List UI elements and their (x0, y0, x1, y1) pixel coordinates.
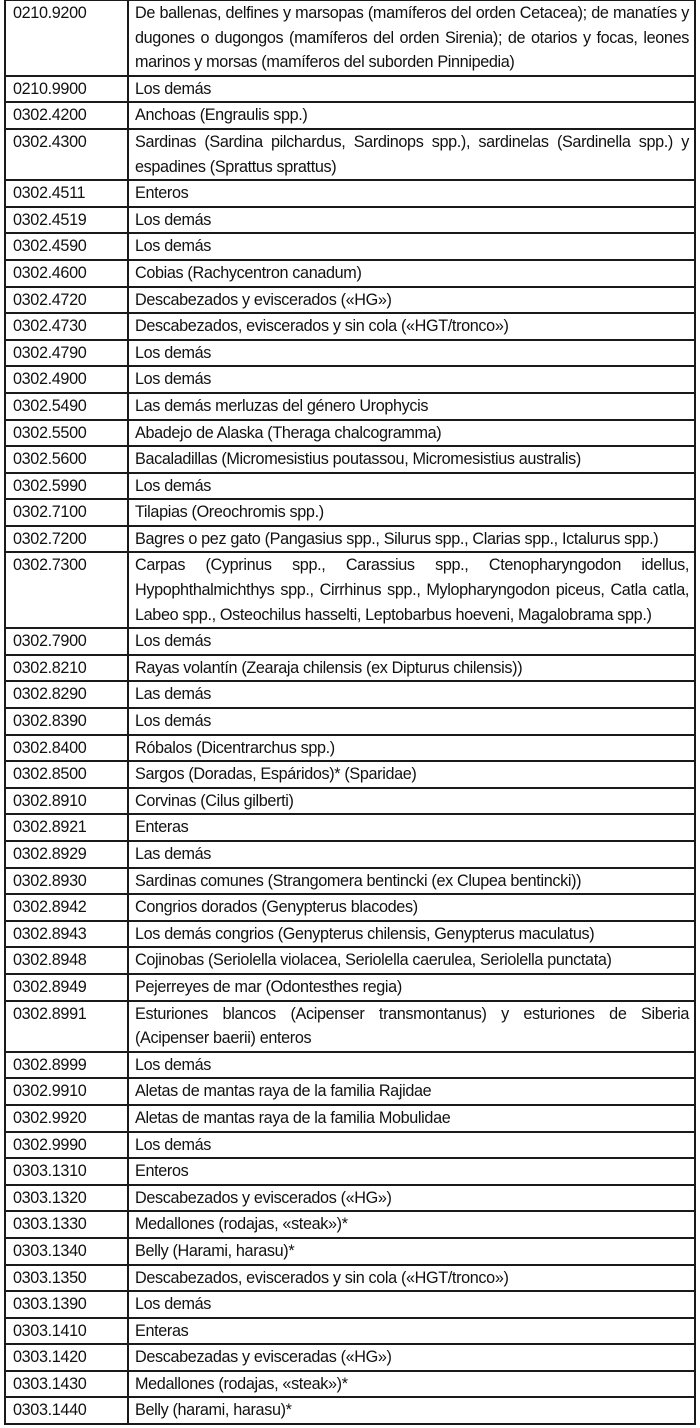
table-row (5, 868, 695, 895)
tariff-code: 0303.1350 (5, 1265, 128, 1292)
table-row (5, 180, 695, 207)
tariff-description: Belly (harami, harasu)* (128, 1397, 695, 1424)
table-row (5, 1001, 695, 1052)
tariff-code: 0302.4720 (5, 287, 128, 314)
table-row (5, 947, 695, 974)
table-row (5, 921, 695, 948)
table-row (5, 655, 695, 682)
tariff-description: Congrios dorados (Genypterus blacodes) (128, 894, 695, 921)
tariff-description: Las demás (128, 841, 695, 868)
tariff-code: 0303.1430 (5, 1371, 128, 1398)
tariff-code: 0302.5600 (5, 446, 128, 473)
table-row (5, 473, 695, 500)
tariff-code: 0302.9990 (5, 1132, 128, 1159)
tariff-table-body (5, 0, 695, 1424)
tariff-code: 0302.9910 (5, 1078, 128, 1105)
table-row (5, 1291, 695, 1318)
tariff-description: Las demás merluzas del género Urophycis (128, 393, 695, 420)
table-row (5, 1238, 695, 1265)
table-row (5, 1105, 695, 1132)
table-row (5, 340, 695, 367)
tariff-code: 0303.1340 (5, 1238, 128, 1265)
tariff-description: Los demás (128, 340, 695, 367)
tariff-code: 0302.8390 (5, 708, 128, 735)
table-row (5, 681, 695, 708)
table-row (5, 735, 695, 762)
tariff-code: 0303.1440 (5, 1397, 128, 1424)
table-row (5, 1211, 695, 1238)
tariff-code: 0303.1320 (5, 1185, 128, 1212)
tariff-code: 0303.1420 (5, 1344, 128, 1371)
tariff-description: Medallones (rodajas, «steak»)* (128, 1211, 695, 1238)
table-row (5, 628, 695, 655)
tariff-description: Corvinas (Cilus gilberti) (128, 788, 695, 815)
tariff-description: Belly (Harami, harasu)* (128, 1238, 695, 1265)
tariff-code: 0303.1310 (5, 1158, 128, 1185)
tariff-code: 0302.4300 (5, 129, 128, 180)
tariff-description: Bagres o pez gato (Pangasius spp., Silurus spp., Clarias spp., Ictalurus spp.) (128, 526, 695, 553)
table-row (5, 708, 695, 735)
tariff-code: 0302.8991 (5, 1001, 128, 1052)
tariff-description: Las demás (128, 681, 695, 708)
table-row (5, 233, 695, 260)
tariff-description: Los demás (128, 366, 695, 393)
tariff-description: Abadejo de Alaska (Theraga chalcogramma) (128, 420, 695, 447)
tariff-description: Enteros (128, 1158, 695, 1185)
table-row (5, 974, 695, 1001)
tariff-code: 0210.9200 (5, 0, 128, 76)
table-row (5, 1132, 695, 1159)
table-row (5, 0, 695, 76)
table-row (5, 76, 695, 103)
tariff-code: 0302.7900 (5, 628, 128, 655)
tariff-description: Los demás (128, 708, 695, 735)
tariff-description: Enteras (128, 1318, 695, 1345)
table-row (5, 446, 695, 473)
tariff-description: Descabezadas y evisceradas («HG») (128, 1344, 695, 1371)
table-row (5, 1052, 695, 1079)
table-row (5, 393, 695, 420)
tariff-description: Aletas de mantas raya de la familia Mobulidae (128, 1105, 695, 1132)
tariff-description: Descabezados y eviscerados («HG») (128, 1185, 695, 1212)
tariff-description: De ballenas, delfines y marsopas (mamíferos del orden Cetacea); de manatíes y dugones o dugongos (mamíferos del orden Sirenia); de otarios y focas, leones marinos y morsas (mamíferos del suborden Pinnipedia) (128, 0, 695, 76)
tariff-description: Sardinas comunes (Strangomera bentincki (ex Clupea bentincki)) (128, 868, 695, 895)
tariff-description: Esturiones blancos (Acipenser transmontanus) y esturiones de Siberia (Acipenser baerii) enteros (128, 1001, 695, 1052)
tariff-code: 0302.9920 (5, 1105, 128, 1132)
tariff-code: 0302.7100 (5, 499, 128, 526)
tariff-description: Los demás congrios (Genypterus chilensis, Genypterus maculatus) (128, 921, 695, 948)
tariff-code: 0302.8999 (5, 1052, 128, 1079)
tariff-code: 0302.7200 (5, 526, 128, 553)
tariff-code: 0302.8942 (5, 894, 128, 921)
tariff-description: Carpas (Cyprinus spp., Carassius spp., Ctenopharyngodon idellus, Hypophthalmichthys spp., Cirrhinus spp., Mylopharyngodon piceus, Catla catla, Labeo spp., Osteochilus hasselti, Leptobarbus hoeveni, Magalobrama spp.) (128, 552, 695, 628)
table-row (5, 366, 695, 393)
tariff-code: 0302.5990 (5, 473, 128, 500)
table-row (5, 207, 695, 234)
tariff-code: 0302.4790 (5, 340, 128, 367)
tariff-code: 0303.1390 (5, 1291, 128, 1318)
tariff-code: 0302.4600 (5, 260, 128, 287)
tariff-description: Enteras (128, 814, 695, 841)
table-row (5, 1318, 695, 1345)
tariff-code: 0302.4200 (5, 102, 128, 129)
tariff-code: 0302.4590 (5, 233, 128, 260)
table-row (5, 420, 695, 447)
table-row (5, 1265, 695, 1292)
tariff-code: 0210.9900 (5, 76, 128, 103)
table-row (5, 788, 695, 815)
tariff-description: Enteros (128, 180, 695, 207)
tariff-code: 0303.1330 (5, 1211, 128, 1238)
table-row (5, 1344, 695, 1371)
tariff-description: Tilapias (Oreochromis spp.) (128, 499, 695, 526)
tariff-code: 0302.4511 (5, 180, 128, 207)
table-row (5, 102, 695, 129)
table-row (5, 841, 695, 868)
table-row (5, 499, 695, 526)
tariff-table (4, 0, 696, 1425)
tariff-description: Los demás (128, 207, 695, 234)
tariff-code: 0302.8943 (5, 921, 128, 948)
tariff-code: 0302.8930 (5, 868, 128, 895)
tariff-description: Sargos (Doradas, Espáridos)* (Sparidae) (128, 761, 695, 788)
tariff-code: 0302.8290 (5, 681, 128, 708)
tariff-description: Los demás (128, 628, 695, 655)
table-row (5, 894, 695, 921)
table-row (5, 1397, 695, 1424)
tariff-description: Bacaladillas (Micromesistius poutassou, Micromesistius australis) (128, 446, 695, 473)
tariff-code: 0302.8500 (5, 761, 128, 788)
tariff-description: Los demás (128, 76, 695, 103)
tariff-description: Los demás (128, 1291, 695, 1318)
table-row (5, 287, 695, 314)
tariff-code: 0302.8400 (5, 735, 128, 762)
tariff-description: Rayas volantín (Zearaja chilensis (ex Dipturus chilensis)) (128, 655, 695, 682)
tariff-code: 0303.1410 (5, 1318, 128, 1345)
tariff-code: 0302.8210 (5, 655, 128, 682)
tariff-description: Descabezados y eviscerados («HG») (128, 287, 695, 314)
tariff-description: Róbalos (Dicentrarchus spp.) (128, 735, 695, 762)
tariff-code: 0302.5500 (5, 420, 128, 447)
tariff-description: Descabezados, eviscerados y sin cola («HGT/tronco») (128, 1265, 695, 1292)
tariff-description: Cojinobas (Seriolella violacea, Seriolella caerulea, Seriolella punctata) (128, 947, 695, 974)
table-row (5, 1158, 695, 1185)
tariff-description: Anchoas (Engraulis spp.) (128, 102, 695, 129)
table-row (5, 526, 695, 553)
tariff-code: 0302.8948 (5, 947, 128, 974)
tariff-code: 0302.5490 (5, 393, 128, 420)
tariff-code: 0302.4519 (5, 207, 128, 234)
tariff-description: Los demás (128, 233, 695, 260)
tariff-description: Los demás (128, 1052, 695, 1079)
tariff-description: Sardinas (Sardina pilchardus, Sardinops spp.), sardinelas (Sardinella spp.) y espadines (Sprattus sprattus) (128, 129, 695, 180)
table-row (5, 814, 695, 841)
tariff-description: Descabezados, eviscerados y sin cola («HGT/tronco») (128, 313, 695, 340)
tariff-description: Pejerreyes de mar (Odontesthes regia) (128, 974, 695, 1001)
table-row (5, 761, 695, 788)
tariff-code: 0302.7300 (5, 552, 128, 628)
tariff-code: 0302.8921 (5, 814, 128, 841)
table-row (5, 1185, 695, 1212)
tariff-code: 0302.4730 (5, 313, 128, 340)
tariff-code: 0302.8910 (5, 788, 128, 815)
table-row (5, 1371, 695, 1398)
tariff-code: 0302.8949 (5, 974, 128, 1001)
table-row (5, 129, 695, 180)
table-row (5, 552, 695, 628)
tariff-description: Los demás (128, 473, 695, 500)
tariff-description: Cobias (Rachycentron canadum) (128, 260, 695, 287)
table-row (5, 1078, 695, 1105)
table-row (5, 260, 695, 287)
table-row (5, 313, 695, 340)
tariff-description: Los demás (128, 1132, 695, 1159)
tariff-code: 0302.8929 (5, 841, 128, 868)
tariff-description: Aletas de mantas raya de la familia Rajidae (128, 1078, 695, 1105)
tariff-description: Medallones (rodajas, «steak»)* (128, 1371, 695, 1398)
tariff-code: 0302.4900 (5, 366, 128, 393)
